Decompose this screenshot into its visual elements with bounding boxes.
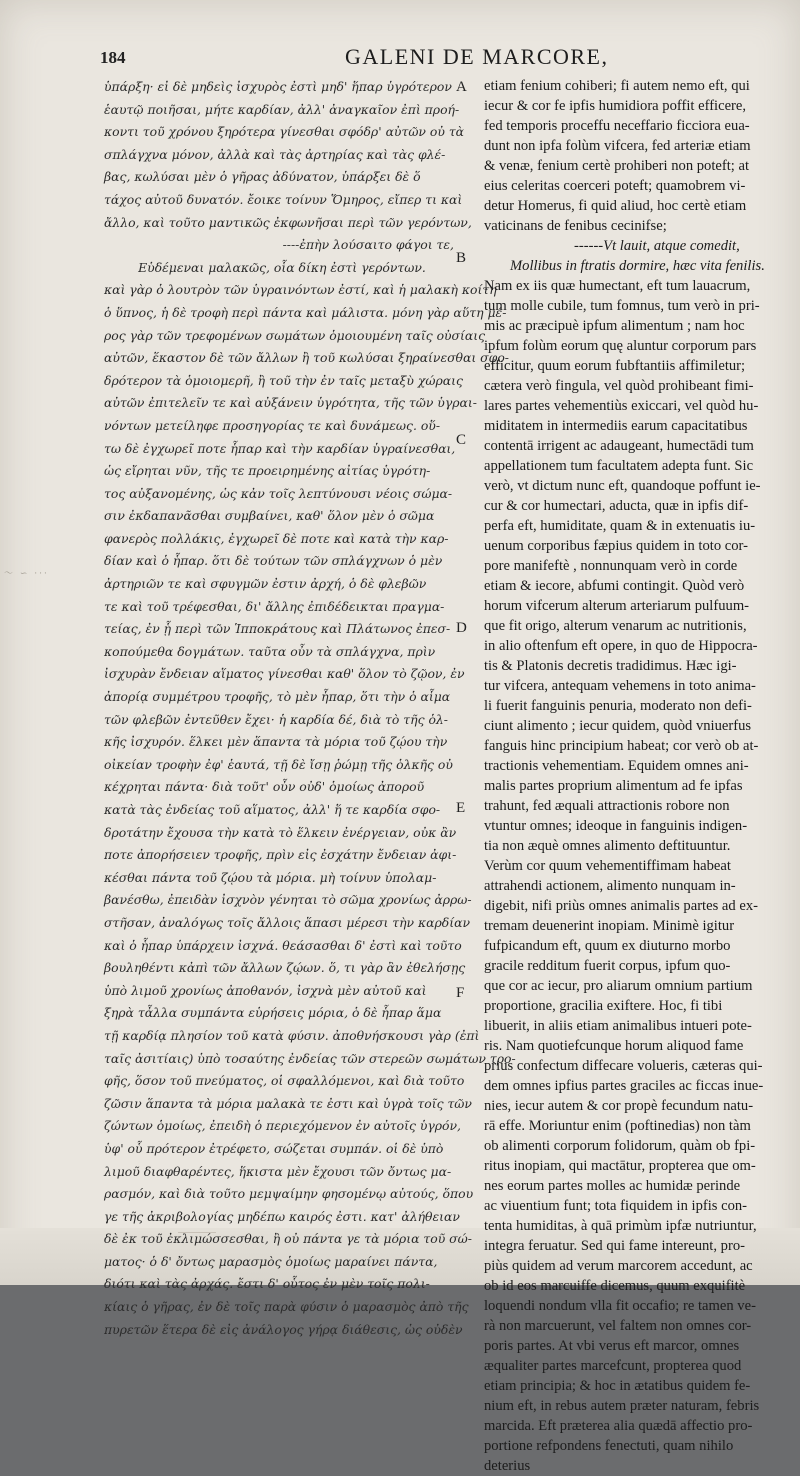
greek-text-line: τῇ καρδίᾳ πλησίον τοῦ κατὰ φύσιν. ἀποθνήσκουσι γὰρ (ἐπὶ <box>104 1027 480 1043</box>
greek-text-line: κέσθαι πάντα τοῦ ζῴου τὰ μόρια. μὴ τοίνυν ὑπολαμ- <box>104 869 437 885</box>
latin-text-line: deterius <box>484 1458 531 1474</box>
latin-text-line: verò, vt dictum nunc eft, quandoque poffunt ie- <box>484 478 761 494</box>
greek-text-line: ὁ ὕπνος, ἡ δὲ τροφὴ περὶ πάντα καὶ μάλιστα. μόνη γὰρ αὕτη μέ- <box>104 304 507 320</box>
greek-text-line: σιν ἐκδαπανᾶσθαι συμβαίνει, καθ' ὅλον μὲν ὁ σῶμα <box>104 508 435 524</box>
latin-text-line: marcida. Eft præterea alia quædā affectio pro- <box>484 1418 753 1434</box>
greek-text-line: ὑφ' οὗ πρότερον ἐτρέφετο, σώζεται συμπάν. οἱ δὲ ὑπὸ <box>104 1140 444 1156</box>
latin-text-line: etiam fenium cohiberi; fi autem nemo eft, qui <box>484 78 750 94</box>
latin-text-line: & venæ, fenium certè prohiberi non poteft; at <box>484 158 750 174</box>
latin-text-line: tum molle cubile, tum fomnus, tum verò in pri- <box>484 298 760 314</box>
latin-text-line: tur vifcera, antequam vehemens in toto anima- <box>484 678 756 694</box>
greek-text-line: ὡς εἴρηται νῦν, τῆς τε προειρημένης αἰτίας ὑγρότη- <box>104 463 431 479</box>
greek-text-line: κοπούμεθα δογμάτων. ταῦτα οὖν τὰ σπλάγχνα, πρὶν <box>104 643 436 659</box>
latin-text-line: miditatem in intermediis earum capacitatibus <box>484 418 748 434</box>
greek-text-line: ----ἐπὴν λούσαιτο φάγοι τε, <box>282 237 454 253</box>
latin-text-line: lares partes vehementiùs exiccari, vel quòd hu- <box>484 398 759 414</box>
latin-text-column <box>484 76 784 1476</box>
greek-text-line: τείας, ἐν ᾗ περὶ τῶν Ἱπποκράτους καὶ Πλάτωνος ἐπεσ- <box>104 621 451 637</box>
latin-text-line: nium eft, in rebus autem præter naturam, febris <box>484 1398 760 1414</box>
latin-text-line: perfa eft, humiditate, quam & in extenuatis iu- <box>484 518 756 534</box>
margin-marker-c: C <box>456 432 467 448</box>
greek-text-line: νόντων μετείληφε προσηγορίας τε καὶ δυνάμεως. οὕ- <box>104 417 441 433</box>
greek-text-line: ἰσχυρὰν ἔνδειαν αἵματος γίνεσθαι καθ' ὅλον τὸ ζῷον, ἐν <box>104 666 465 682</box>
greek-text-line: κίαις ὁ γῆρας, ἐν δὲ τοῖς παρὰ φύσιν ὁ μαρασμὸς ἀπὸ τῆς <box>104 1299 469 1315</box>
latin-text-line: nes eorum partes molles ac humidæ perinde <box>484 1178 741 1194</box>
latin-text-line: tis & Platonis decretis tradidimus. Hæc igi- <box>484 658 737 674</box>
latin-text-line: ris. Nam quotiefcunque horum aliquod fame <box>484 1038 744 1054</box>
page-number: 184 <box>100 48 126 67</box>
greek-text-line: σπλάγχνα μόνον, ἀλλὰ καὶ τὰς ἀρτηρίας καὶ τὰς φλέ- <box>104 146 446 162</box>
margin-marker-f: F <box>456 985 465 1001</box>
latin-text-line: æqualiter partes marcefcunt, propterea quod <box>484 1358 742 1374</box>
latin-text-line: in alio oftenfum eft opere, in quo de Hippocra- <box>484 638 758 654</box>
latin-text-line: etiam & iecore, abfumi contingit. Quòd verò <box>484 578 745 594</box>
greek-text-line: στῆσαν, ἀναλόγως τοῖς ἄλλοις ἅπασι μέρεσι τὴν καρδίαν <box>104 914 471 930</box>
greek-text-line: ζώντων ὁμοίως, ἐπειδὴ ὁ περιεχόμενον ἐν αὐτοῖς ὑγρόν, <box>104 1118 461 1134</box>
greek-text-line: ἄλλο, καὶ τοῦτο μαντικῶς ἐκφωνῆσαι περὶ τῶν γερόντων, <box>104 214 472 230</box>
margin-marker-e: E <box>456 800 466 816</box>
latin-text-line: dunt non ipfa folùm vifcera, fed arteriæ etiam <box>484 138 751 154</box>
greek-text-line: βουληθέντι κἀπὶ τῶν ἄλλων ζῴων. ὅ, τι γὰρ ἂν ἐθελήσῃς <box>104 960 466 976</box>
latin-text-line: trahunt, fed æquali attractionis robore non <box>484 798 730 814</box>
greek-text-line: δρότερον τὰ ὁμοιομερῆ, ἢ τοῦ τὴν ἐν ταῖς μεταξὺ χώραις <box>104 372 463 388</box>
latin-text-line: fed temporis proceffu neceffario ficciora eua- <box>484 118 750 134</box>
running-header <box>100 44 760 74</box>
ink-smudge <box>178 1216 216 1233</box>
greek-text-line: δὲ ἐκ τοῦ ἐκλιμώσσεσθαι, ἢ οὐ πάντα γε τὰ μόρια τοῦ σώ- <box>104 1231 472 1247</box>
latin-text-line: vaticinans de fenibus cecinifse; <box>484 218 667 234</box>
margin-marker-a: A <box>456 79 467 95</box>
greek-text-line: δροτάτην ἔχουσα τὴν κατὰ τὸ ἕλκειν ἐνέργειαν, οὐκ ἂν <box>104 824 457 840</box>
greek-text-line: τω δὲ ἐγχωρεῖ ποτε ἧπαρ καὶ τὴν καρδίαν ὑγραίνεσθαι, <box>104 440 456 456</box>
latin-text-line: ciunt alimento ; iecur quidem, quòd vniuerfus <box>484 718 752 734</box>
latin-text-line: rà non marcuerunt, vel faltem non omnes cor- <box>484 1318 752 1334</box>
latin-text-line: Nam ex iis quæ humectant, eft tum lauacrum, <box>484 278 751 294</box>
latin-text-line: vtuntur omnes; ideoque in fanguinis indigen- <box>484 818 748 834</box>
latin-text-line: efficitur, quum eorum fubftantiis affimiletur; <box>484 358 746 374</box>
latin-text-line: tremam deuenerint inopiam. Minimè igitur <box>484 918 735 934</box>
greek-text-line: ματος· ὁ δ' ὄντως μαρασμὸς ὁμοίως μαραίνει πάντα, <box>104 1253 438 1269</box>
greek-text-line: κοντι τοῦ χρόνου ξηρότερα γίνεσθαι σφόδρ' αὐτῶν οὐ τὰ <box>104 124 465 140</box>
latin-text-line: cætera verò fingula, vel quòd prohibeant fimi- <box>484 378 754 394</box>
greek-text-line: καὶ ὁ ἧπαρ ὑπάρχειν ἰσχνά. θεάσασθαι δ' ἐστὶ καὶ τοῦτο <box>104 937 462 953</box>
latin-text-line: ritus inopiam, qui mactātur, propterea que om- <box>484 1158 756 1174</box>
greek-text-line: οἰκείαν τροφὴν ἐφ' ἑαυτά, τῇ δὲ ἴσῃ ῥώμῃ τῆς ὁλκῆς οὐ <box>104 756 453 772</box>
latin-text-line: ipfum folùm eorum quę aluntur corporum pars <box>484 338 757 354</box>
greek-text-line: τος αὐξανομένης, ὡς κἀν τοῖς λεπτύνουσι νέοις σώμα- <box>104 485 453 501</box>
greek-text-line: ξηρὰ τἆλλα συμπάντα εὑρήσεις μόρια, ὁ δὲ ἧπαρ ἅμα <box>104 1005 442 1021</box>
latin-text-line: mis ac præcipuè ipfum alimentum ; nam hoc <box>484 318 745 334</box>
greek-text-line: ἀπορίᾳ συμμέτρου τροφῆς, τὸ μὲν ἧπαρ, ὅτι τὴν ὁ αἷμα <box>104 689 451 705</box>
latin-text-line: que cor ac iecur, pro aliarum omnium partium <box>484 978 753 994</box>
margin-marker-b: B <box>456 250 467 266</box>
latin-text-line: tenta humiditas, à quā primùm ipfæ nutriuntur, <box>484 1218 757 1234</box>
greek-text-line: ἑαυτῷ ποιῆσαι, μήτε καρδίαν, ἀλλ' ἀναγκαῖον ἐπὶ προή- <box>104 101 460 117</box>
greek-text-line: γε τῆς ἀκριβολογίας μηδέπω καιρός ἐστι. κατ' ἀλήθειαν <box>104 1208 460 1224</box>
greek-text-line: αὐτῶν ἐπιτελεῖν τε καὶ αὐξάνειν ὑγρότητα, τῆς τῶν ὑγραι- <box>104 395 477 411</box>
latin-text-line: ------Vt lauit, atque comedit, <box>574 238 740 254</box>
latin-text-line: detur Homerus, fi quid aliud, hoc certè etiam <box>484 198 747 214</box>
greek-text-column <box>104 76 516 1341</box>
latin-text-line: nies, iecur autem & cor propè fecundum natu- <box>484 1098 754 1114</box>
latin-text-line: libuerit, in aliis etiam animalibus intueri pote- <box>484 1018 752 1034</box>
greek-text-line: ποτε ἀπορήσειεν τροφῆς, πρὶν εἰς ἐσχάτην ἔνδειαν ἀφι- <box>104 847 457 863</box>
greek-text-line: ζῶσιν ἅπαντα τὰ μόρια μαλακὰ τε ἐστι καὶ ὑγρὰ τοῖς τῶν <box>104 1095 472 1111</box>
latin-text-line: appellationem tum facultatem adepta funt. Sic <box>484 458 754 474</box>
greek-text-line: πυρετῶν ἕτερα δὲ εἰς ἀνάλογος γήρᾳ διάθεσις, ὡς οὐδὲν <box>104 1321 463 1337</box>
latin-text-line: eius celeritas coerceri poteft; quamobrem vi- <box>484 178 746 194</box>
latin-text-line: iecur & cor fe ipfis humidiora poffit efficere, <box>484 98 747 114</box>
latin-text-line: que fit origo, alterum venarum ac nutritionis, <box>484 618 747 634</box>
latin-text-line: etiam principia; & hoc in ætatibus quidem fe- <box>484 1378 751 1394</box>
latin-text-line: tractionis vehementiam. Equidem omnes ani- <box>484 758 749 774</box>
greek-text-line: τῶν φλεβῶν ἐντεῦθεν ἔχει· ἡ καρδία δέ, διὰ τὸ τῆς ὁλ- <box>104 711 448 727</box>
greek-text-line: φανερὸς πολλάκις, ἐγχωρεῖ δὲ ποτε καὶ κατὰ τὴν καρ- <box>104 530 449 546</box>
latin-text-line: poris partes. At vbi verus eft marcor, omnes <box>484 1338 740 1354</box>
latin-text-line: tia non æquè omnes alimento deftituuntur. <box>484 838 731 854</box>
greek-text-line: τάχος αὐτοῦ δυνατόν. ἔοικε τοίνυν Ὅμηρος, εἴπερ τι καὶ <box>104 191 463 207</box>
greek-text-line: βας, κωλύσαι μὲν ὁ γῆρας ἀδύνατον, ὑπάρξει δὲ ὅ <box>104 169 421 185</box>
greek-text-line: λιμοῦ διαφθαρέντες, ἥκιστα μὲν ἔχουσι τῶν ὄντως μα- <box>104 1163 452 1179</box>
latin-text-line: pore manifeftè , nonnunquam verò in corde <box>484 558 738 574</box>
latin-text-line: proportione, gracilia exiftere. Hoc, fi tibi <box>484 998 723 1014</box>
greek-text-line: διότι καὶ τὰς ἀρχάς. ἔστι δ' οὗτος ἐν μὲν τοῖς πολι- <box>104 1276 430 1292</box>
greek-text-line: κῆς ἰσχυρόν. ἕλκει μὲν ἅπαντα τὰ μόρια τοῦ ζῴου τὴν <box>104 734 448 750</box>
latin-text-line: gracile redditum fuerit corpus, ipfum quo- <box>484 958 731 974</box>
greek-text-line: βανέσθω, ἐπειδὰν ἰσχνὸν γένηται τὸ σῶμα χρονίως ἀρρω- <box>104 892 472 908</box>
latin-text-line: prius confectum diffecare volueris, cæteras qui- <box>484 1058 763 1074</box>
latin-text-line: fufpicandum eft, quum ex diuturno morbo <box>484 938 731 954</box>
greek-text-line: ρος γὰρ τῶν τρεφομένων σωμάτων ὁμοιουμένη ταῖς οὐσίαις <box>104 327 486 343</box>
greek-text-line: δίαν καὶ ὁ ἧπαρ. ὅτι δὲ τούτων τῶν σπλάγχνων ὁ μὲν <box>104 553 443 569</box>
greek-text-line: φῆς, ὅσον τοῦ πνεύματος, οἱ σφαλλόμενοι, καὶ διὰ τοῦτο <box>104 1073 465 1089</box>
greek-text-line: Εὑδέμεναι μαλακῶς, οἷα δίκη ἐστὶ γερόντων. <box>138 259 426 275</box>
greek-text-line: ρασμόν, καὶ διὰ τοῦτο μεμψαίμην φησομένῳ αὐτούς, ὅπου <box>104 1186 474 1202</box>
latin-text-line: malis partes proprium alimentum ad fe ipfas <box>484 778 743 794</box>
greek-text-line: ὑπάρξη· εἰ δὲ μηδεὶς ἰσχυρὸς ἐστὶ μηδ' ἥπαρ ὑγρότερον <box>104 79 452 94</box>
greek-text-line: καὶ γὰρ ὁ λουτρὸν τῶν ὑγραινόντων ἐστί, καὶ ἡ μαλακὴ κοίτη <box>104 282 497 298</box>
latin-text-line: Mollibus in ftratis dormire, hæc vita fenilis. <box>510 258 765 274</box>
margin-marker-d: D <box>456 620 467 636</box>
greek-text-line: ὑπὸ λιμοῦ χρονίως ἀποθανόν, ἰσχνὰ μὲν αὐτοῦ καὶ <box>104 982 427 998</box>
latin-text-line: Verùm cor quum vehementiffimam habeat <box>484 858 731 874</box>
latin-text-line: integra feruatur. Sed qui fame intereunt, pro- <box>484 1238 745 1254</box>
latin-text-line: piùs quidem ad verum marcorem accedunt, ac <box>484 1258 753 1274</box>
latin-text-line: digebit, nifi priùs omnes animalis partes ad ex- <box>484 898 758 914</box>
latin-text-line: portione refpondens fenectuti, quam nihilo <box>484 1438 734 1454</box>
latin-text-line: rā effe. Moriuntur enim (poftinedias) non tàm <box>484 1118 751 1134</box>
running-title: GALENI DE MARCORE, <box>345 44 609 69</box>
latin-text-line: attrahendi actionem, alimento nunquam in- <box>484 878 736 894</box>
latin-text-line: ac viuentium funt; tota fiquidem in ipfis con- <box>484 1198 748 1214</box>
greek-text-line: τε καὶ τοῦ τρέφεσθαι, δι' ἄλλης ἐπιδέδεικται πραγμα- <box>104 598 445 614</box>
greek-text-line: αὐτῶν, ἕκαστον δὲ τῶν ἄλλων ἢ τοῦ κωλύσαι ξηραίνεσθαι σφο- <box>104 350 509 366</box>
greek-text-line: ἀρτηριῶν τε καὶ σφυγμῶν ἐστιν ἀρχή, ὁ δὲ φλεβῶν <box>104 576 427 592</box>
latin-text-line: horum vifcerum alterum arteriarum pulfuum- <box>484 598 750 614</box>
greek-text-line: ταῖς ἀσιτίαις) ὑπὸ τοσαύτης ἐνδείας τῶν στερεῶν σωμάτων τρο- <box>104 1050 516 1066</box>
latin-text-line: loquendi nondum vlla fit occafio; re tamen ve- <box>484 1298 756 1314</box>
latin-text-line: fanguis hinc principium habeat; cor verò ob at- <box>484 738 759 754</box>
latin-text-line: ob alimenti corporum folidorum, quàm ob fpi- <box>484 1138 756 1154</box>
latin-text-line: dem omnes ipfius partes graciles ac ficcas inue- <box>484 1078 764 1094</box>
latin-text-line: ob id eos marcuiffe dicemus, quum exquifitè <box>484 1278 746 1294</box>
latin-text-line: cur & cor humectari, aducta, quæ in ipfis dif- <box>484 498 749 514</box>
greek-text-line: κατὰ τὰς ἐνδείας τοῦ αἵματος, ἀλλ' ἥ τε καρδία σφο- <box>104 802 441 817</box>
latin-text-line: li fuerit fanguinis penuria, moderato non defi- <box>484 698 752 714</box>
latin-text-line: uenum corporibus fæpius quidem in toto cor- <box>484 538 748 554</box>
greek-text-line: κέχρηται πάντα· διὰ τοῦτ' οὖν οὐδ' ὁμοίως ἀποροῦ <box>104 779 425 795</box>
latin-text-line: contentā irrigent ac adaugeant, humectādi tum <box>484 438 754 454</box>
marginal-ink-scribble <box>4 566 94 578</box>
